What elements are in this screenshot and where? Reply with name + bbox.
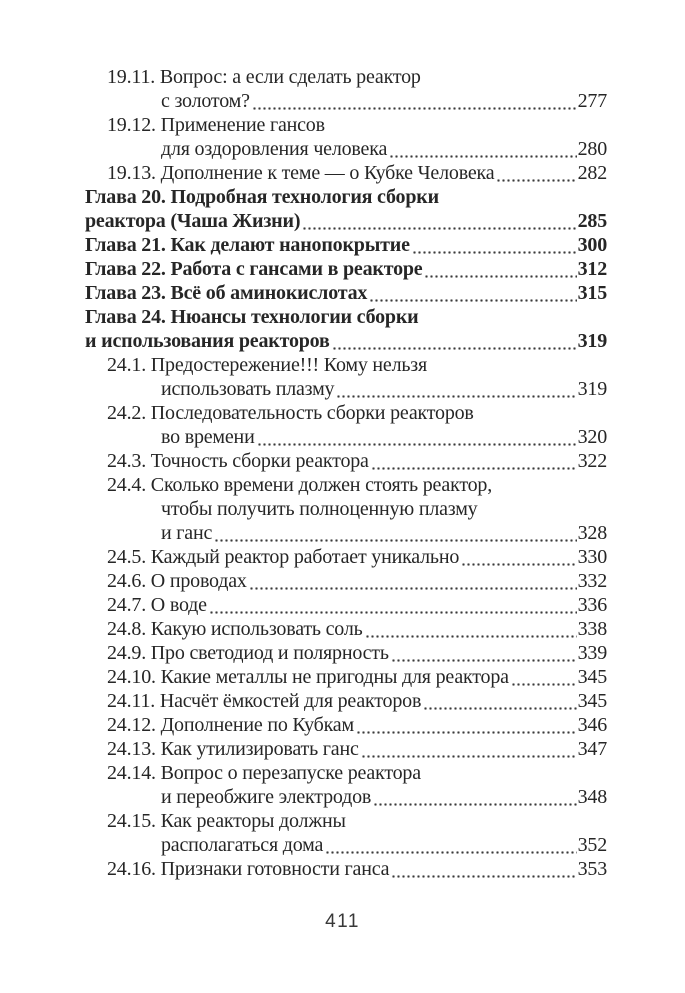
toc-page-number: 277	[577, 90, 607, 112]
dot-leader	[336, 395, 576, 398]
toc-entry-text: с золотом?	[161, 90, 250, 112]
toc-line	[85, 258, 607, 282]
dot-leader	[412, 251, 577, 254]
toc-entry-text: и переобжиге электродов	[161, 786, 372, 808]
toc-line	[85, 378, 607, 402]
toc-page-number: 332	[577, 570, 607, 592]
toc-entry-text: Глава 23. Всё об аминокислотах	[85, 282, 368, 304]
toc-entry-text: 19.13. Дополнение к теме — о Кубке Человека	[107, 162, 495, 184]
toc-entry-text: 24.13. Как утилизировать ганс	[107, 738, 359, 760]
toc-page-number: 320	[577, 426, 607, 448]
dot-leader	[214, 539, 576, 542]
toc-page-number: 352	[577, 834, 607, 856]
dot-leader	[302, 227, 576, 230]
dot-leader	[361, 755, 577, 758]
toc-page-number: 348	[577, 786, 607, 808]
toc-page-number: 280	[577, 138, 607, 160]
toc-line	[85, 426, 607, 450]
toc-entry-text: и использования реакторов	[85, 330, 330, 352]
toc-page-number: 319	[577, 378, 607, 400]
toc-page-number: 300	[577, 234, 607, 256]
toc-page-number: 282	[577, 162, 607, 184]
dot-leader	[391, 659, 577, 662]
toc-page-number: 338	[577, 618, 607, 640]
toc-line	[85, 594, 607, 618]
dot-leader	[373, 803, 576, 806]
dot-leader	[252, 107, 577, 110]
dot-leader	[249, 587, 577, 590]
dot-leader	[356, 731, 577, 734]
toc-line	[85, 714, 607, 738]
toc-line	[85, 186, 607, 210]
toc-entry-text: 19.11. Вопрос: а если сделать реактор	[107, 66, 421, 88]
toc-entry-text: 24.3. Точность сборки реактора	[107, 450, 369, 472]
page-number-footer: 411	[325, 911, 360, 932]
toc-page-number: 336	[577, 594, 607, 616]
dot-leader	[391, 875, 576, 878]
toc-line	[85, 162, 607, 186]
toc-line	[85, 522, 607, 546]
dot-leader	[389, 155, 576, 158]
toc-entry-text: Глава 22. Работа с гансами в реакторе	[85, 258, 423, 280]
dot-leader	[371, 467, 577, 470]
toc-entry-text: реактора (Чаша Жизни)	[85, 210, 301, 232]
toc-entry-text: 24.9. Про светодиод и полярность	[107, 642, 389, 664]
toc-entry-text: Глава 21. Как делают нанопокрытие	[85, 234, 410, 256]
toc-entry-text: 24.8. Какую использовать соль	[107, 618, 363, 640]
dot-leader	[461, 563, 576, 566]
toc-entry-text: 19.12. Применение гансов	[107, 114, 325, 136]
toc-line	[85, 738, 607, 762]
toc-entry-text: 24.5. Каждый реактор работает уникально	[107, 546, 460, 568]
toc-line	[85, 66, 607, 90]
dot-leader	[325, 851, 576, 854]
dot-leader	[365, 635, 577, 638]
toc-line	[85, 234, 607, 258]
toc-entry-text: для оздоровления человека	[161, 138, 388, 160]
toc-line	[85, 330, 607, 354]
dot-leader	[423, 707, 576, 710]
toc-entry-text: и ганс	[161, 522, 213, 544]
toc-entry-text: 24.16. Признаки готовности ганса	[107, 858, 390, 880]
toc-line	[85, 282, 607, 306]
toc-line	[85, 666, 607, 690]
toc-page-number: 346	[577, 714, 607, 736]
toc-entry-text: 24.6. О проводах	[107, 570, 247, 592]
toc-page-number: 328	[577, 522, 607, 544]
toc-entry-text: Глава 20. Подробная технология сборки	[85, 186, 439, 208]
toc-line	[85, 762, 607, 786]
toc-line	[85, 114, 607, 138]
toc-entry-text: 24.14. Вопрос о перезапуске реактора	[107, 762, 421, 784]
toc-line	[85, 450, 607, 474]
toc-line	[85, 498, 607, 522]
toc-entry-text: 24.10. Какие металлы не пригодны для реактора	[107, 666, 509, 688]
toc-line	[85, 810, 607, 834]
toc-line	[85, 642, 607, 666]
toc-page-number: 339	[577, 642, 607, 664]
toc-page-number: 330	[577, 546, 607, 568]
dot-leader	[209, 611, 577, 614]
toc-entry-text: чтобы получить полноценную плазму	[161, 498, 478, 520]
dot-leader	[496, 179, 576, 182]
toc-entry-text: 24.12. Дополнение по Кубкам	[107, 714, 354, 736]
toc-entry-text: располагаться дома	[161, 834, 324, 856]
toc-page-number: 322	[577, 450, 607, 472]
toc-line	[85, 210, 607, 234]
dot-leader	[257, 443, 577, 446]
toc-line	[85, 546, 607, 570]
toc-entry-text: 24.1. Предостережение!!! Кому нельзя	[107, 354, 427, 376]
toc-page-number: 285	[577, 210, 607, 232]
toc-entry-text: 24.2. Последовательность сборки реакторов	[107, 402, 474, 424]
toc-line	[85, 90, 607, 114]
toc-line	[85, 354, 607, 378]
toc-entry-text: использовать плазму	[161, 378, 335, 400]
dot-leader	[369, 299, 576, 302]
toc-line	[85, 834, 607, 858]
dot-leader	[332, 347, 577, 350]
toc-line	[85, 570, 607, 594]
toc-entry-text: 24.4. Сколько времени должен стоять реактор,	[107, 474, 493, 496]
toc-line	[85, 402, 607, 426]
toc-line	[85, 138, 607, 162]
toc-line	[85, 786, 607, 810]
toc-page-number: 353	[577, 858, 607, 880]
dot-leader	[511, 683, 577, 686]
toc-entry-text: во времени	[161, 426, 255, 448]
toc-line	[85, 474, 607, 498]
toc-page-number: 312	[577, 258, 607, 280]
toc-line	[85, 858, 607, 882]
dot-leader	[424, 275, 576, 278]
toc-entry-text: 24.11. Насчёт ёмкостей для реакторов	[107, 690, 422, 712]
toc-page-number: 319	[577, 330, 607, 352]
toc-line	[85, 306, 607, 330]
toc-page-number: 345	[577, 690, 607, 712]
toc-entry-text: 24.7. О воде	[107, 594, 207, 616]
toc-page-number: 345	[577, 666, 607, 688]
toc-page-number: 347	[577, 738, 607, 760]
toc-page-number: 315	[577, 282, 607, 304]
toc-line	[85, 690, 607, 714]
toc-entry-text: 24.15. Как реакторы должны	[107, 810, 346, 832]
toc-line	[85, 618, 607, 642]
toc	[85, 66, 607, 882]
toc-entry-text: Глава 24. Нюансы технологии сборки	[85, 306, 419, 328]
